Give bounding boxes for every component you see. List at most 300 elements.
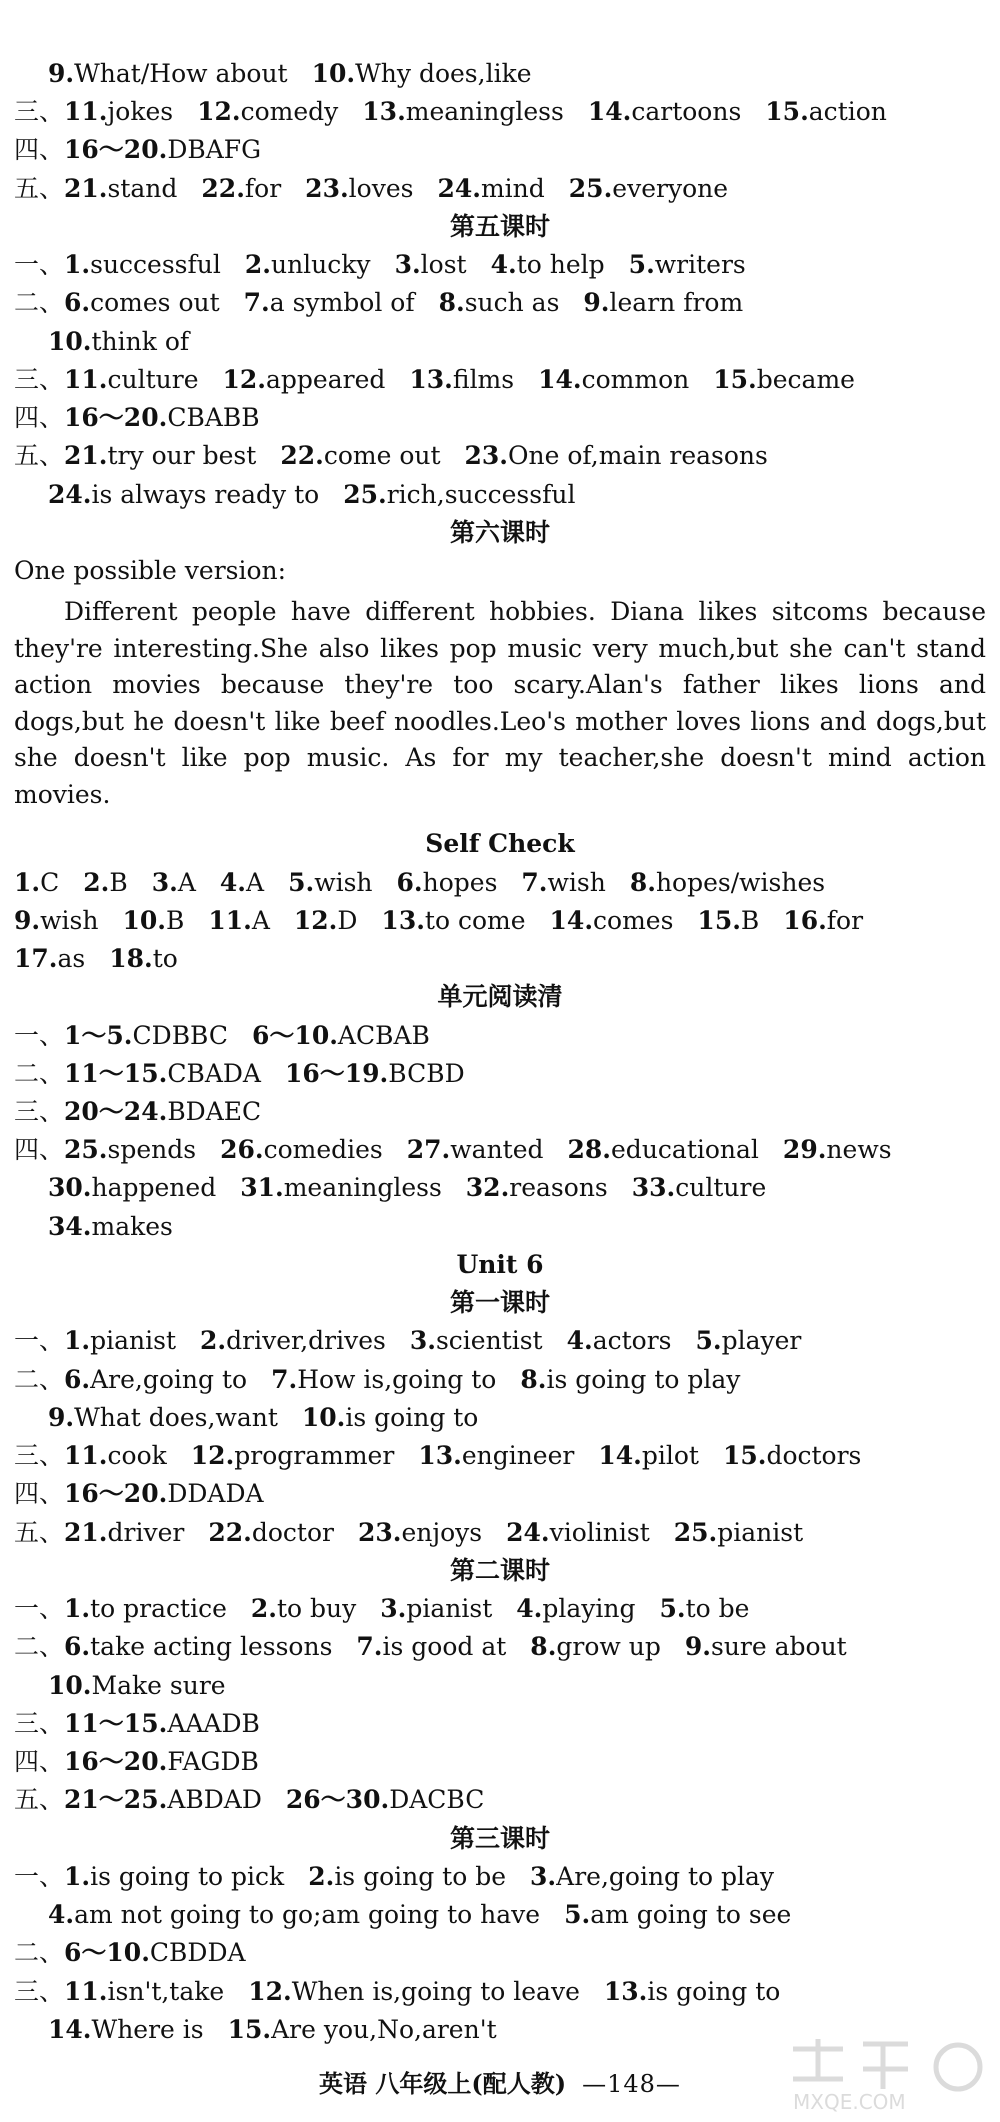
section-number: 五、 xyxy=(14,1785,65,1815)
answer-text: mind xyxy=(480,173,545,203)
question-number: 11. xyxy=(64,1976,108,2006)
answer-item xyxy=(516,1591,635,1627)
answer-text: ACBAB xyxy=(337,1020,430,1050)
question-number: 1. xyxy=(64,1861,91,1891)
lesson4-line xyxy=(48,56,986,92)
answer-item xyxy=(48,1897,540,1933)
answer-text: player xyxy=(721,1326,802,1356)
self-check-line xyxy=(14,941,986,977)
answer-item xyxy=(491,247,605,283)
question-number: 22. xyxy=(280,441,324,471)
question-number: 6. xyxy=(64,288,91,318)
question-number: 21. xyxy=(64,441,108,471)
question-number: 3. xyxy=(151,867,178,897)
lesson5-line xyxy=(48,477,986,513)
question-number: 22. xyxy=(208,1517,252,1547)
answer-text: is always ready to xyxy=(91,479,320,509)
answer-item xyxy=(48,2012,204,2048)
answer-item xyxy=(48,324,189,360)
answer-item xyxy=(240,1170,442,1206)
question-number: 4. xyxy=(219,867,247,897)
question-number: 8. xyxy=(520,1364,547,1394)
question-number: 6. xyxy=(396,867,423,897)
question-number: 15. xyxy=(722,1441,767,1471)
question-number: 2. xyxy=(244,250,271,280)
question-number: 9. xyxy=(48,59,75,88)
section-number: 四、 xyxy=(14,1135,65,1165)
question-number: 14. xyxy=(48,2014,92,2044)
question-number: 33. xyxy=(631,1173,676,1203)
answer-item xyxy=(64,171,177,207)
answer-text: BCBD xyxy=(388,1058,465,1088)
answer-text: driver xyxy=(107,1517,185,1547)
question-number: 14. xyxy=(549,905,594,935)
answer-text: violinist xyxy=(549,1517,650,1547)
question-number: 24. xyxy=(506,1517,550,1547)
answer-text: to come xyxy=(424,905,526,935)
section-number: 一、 xyxy=(14,1020,65,1050)
answer-item xyxy=(251,1591,356,1627)
answer-item xyxy=(64,94,173,130)
section-number: 二、 xyxy=(14,1938,65,1968)
question-number: 16～20. xyxy=(64,1479,168,1509)
question-number: 30. xyxy=(48,1173,92,1203)
answer-text: to practice xyxy=(90,1594,227,1624)
answer-text: programmer xyxy=(234,1441,395,1471)
question-number: 9. xyxy=(684,1632,711,1662)
section-number: 四、 xyxy=(14,1747,65,1777)
question-number: 7. xyxy=(243,288,270,318)
answer-item xyxy=(245,247,371,283)
answer-text: became xyxy=(756,364,855,394)
heading-unit6-lesson-1: 第一课时 xyxy=(449,1288,550,1318)
answer-text: films xyxy=(452,364,515,394)
section-number: 三、 xyxy=(14,97,65,127)
answer-text: Are,going to play xyxy=(556,1861,775,1891)
section-number: 三、 xyxy=(14,1097,65,1127)
answer-text: spends xyxy=(107,1135,197,1165)
section-number: 五、 xyxy=(14,441,65,471)
answer-text: enjoys xyxy=(401,1517,483,1547)
answer-item xyxy=(356,1629,506,1665)
question-number: 1. xyxy=(64,250,91,280)
section-number: 三、 xyxy=(14,1976,65,2006)
question-number: 13. xyxy=(418,1441,462,1471)
answer-item xyxy=(64,1476,264,1512)
question-number: 3. xyxy=(409,1326,436,1356)
answer-item xyxy=(530,1859,774,1895)
question-number: 21. xyxy=(64,173,108,203)
answer-item xyxy=(64,1974,224,2010)
answer-text: CBDDA xyxy=(149,1938,246,1968)
answer-item xyxy=(48,477,319,513)
self-check-line xyxy=(14,903,986,939)
question-number: 13. xyxy=(409,364,453,394)
question-number: 8. xyxy=(629,867,656,897)
self-check-line xyxy=(14,865,986,901)
unit6-lesson2-line xyxy=(14,1629,986,1665)
answer-item xyxy=(629,247,746,283)
question-number: 16. xyxy=(783,905,827,935)
answer-item xyxy=(64,438,256,474)
question-number: 29. xyxy=(782,1135,827,1165)
answer-text: isn't,take xyxy=(107,1976,225,2006)
answer-text: pianist xyxy=(717,1517,804,1547)
answer-item xyxy=(286,1782,485,1818)
answer-text: cook xyxy=(107,1441,167,1471)
question-number: 4. xyxy=(490,250,517,280)
answer-item xyxy=(14,865,59,901)
answer-text: DDADA xyxy=(167,1479,264,1509)
unit6-lesson3-line xyxy=(14,1859,986,1895)
heading-unit6-lesson-2: 第二课时 xyxy=(449,1555,550,1585)
answer-text: appeared xyxy=(266,364,386,394)
answer-text: playing xyxy=(542,1594,636,1624)
answer-item xyxy=(220,1132,383,1168)
question-number: 14. xyxy=(598,1441,642,1471)
question-number: 10. xyxy=(48,326,92,356)
answer-text: What does,want xyxy=(74,1402,278,1432)
lesson5-line xyxy=(14,438,986,474)
heading-unit6-lesson-3: 第三课时 xyxy=(449,1823,550,1853)
answer-item xyxy=(308,1859,506,1895)
question-number: 1. xyxy=(64,1326,91,1356)
answer-item xyxy=(520,1362,740,1398)
answer-text: scientist xyxy=(435,1326,543,1356)
unit6-lesson3-line xyxy=(48,1897,986,1933)
unit6-lesson2-line xyxy=(14,1744,986,1780)
question-number: 18. xyxy=(109,944,153,974)
answer-text: Make sure xyxy=(91,1670,226,1700)
answer-text: grow up xyxy=(556,1632,661,1662)
answer-text: meaningless xyxy=(283,1173,442,1203)
section-number: 一、 xyxy=(14,1861,65,1891)
section-number: 二、 xyxy=(14,1632,65,1662)
answer-item xyxy=(64,1018,228,1054)
answer-text: lost xyxy=(420,250,467,280)
section-number: 四、 xyxy=(14,135,65,165)
answer-item xyxy=(696,1323,802,1359)
unit6-lesson1-line xyxy=(14,1476,986,1512)
question-number: 13. xyxy=(362,97,406,127)
answer-item xyxy=(439,285,560,321)
answer-item xyxy=(48,56,288,92)
answer-item xyxy=(783,1132,892,1168)
answer-text: When is,going to leave xyxy=(291,1976,580,2006)
answer-text: reasons xyxy=(509,1173,608,1203)
answer-text: take acting lessons xyxy=(90,1632,333,1662)
answer-text: culture xyxy=(107,364,199,394)
answer-text: CBABB xyxy=(167,403,260,433)
question-number: 3. xyxy=(394,250,421,280)
answer-item xyxy=(564,1897,791,1933)
answer-item xyxy=(64,1438,167,1474)
answer-item xyxy=(280,438,440,474)
heading-lesson-6: 第六课时 xyxy=(449,517,550,547)
unit6-lesson2-line xyxy=(48,1668,986,1704)
question-number: 2. xyxy=(83,867,110,897)
answer-text: makes xyxy=(91,1211,173,1241)
question-number: 11～15. xyxy=(64,1708,168,1738)
section-number: 四、 xyxy=(14,1479,65,1509)
answer-text: A xyxy=(177,867,196,897)
answer-text: as xyxy=(57,944,86,974)
question-number: 3. xyxy=(530,1861,557,1891)
question-number: 10. xyxy=(301,1402,346,1432)
answer-text: DACBC xyxy=(389,1785,485,1815)
unit6-lesson3-line xyxy=(14,1974,986,2010)
answer-item xyxy=(567,1323,672,1359)
question-number: 9. xyxy=(583,288,610,318)
question-number: 23. xyxy=(305,173,349,203)
answer-text: to be xyxy=(685,1594,750,1624)
question-number: 25. xyxy=(343,479,387,509)
answer-item xyxy=(64,1782,262,1818)
lesson5-line xyxy=(14,247,986,283)
answer-text: C xyxy=(40,867,60,897)
answer-text: is good at xyxy=(382,1632,507,1662)
answer-item xyxy=(64,1629,332,1665)
answer-text: Where is xyxy=(91,2014,204,2044)
answer-item xyxy=(409,362,514,398)
answer-item xyxy=(397,865,498,901)
answer-item xyxy=(223,362,386,398)
question-number: 13. xyxy=(603,1976,648,2006)
answer-text: hopes xyxy=(422,867,498,897)
question-number: 5. xyxy=(659,1594,686,1624)
question-number: 27. xyxy=(406,1135,451,1165)
question-number: 12. xyxy=(293,905,338,935)
answer-item xyxy=(83,865,127,901)
answer-item xyxy=(64,1094,261,1130)
answer-item xyxy=(410,1323,543,1359)
answer-text: DBAFG xyxy=(167,135,262,165)
question-number: 7. xyxy=(271,1364,298,1394)
answer-item xyxy=(312,56,532,92)
question-number: 2. xyxy=(308,1861,335,1891)
question-number: 24. xyxy=(437,173,481,203)
answer-item xyxy=(380,1591,492,1627)
answer-text: for xyxy=(826,905,864,935)
heading-lesson-5: 第五课时 xyxy=(449,211,550,241)
question-number: 21～25. xyxy=(64,1785,168,1815)
answer-text: One of,main reasons xyxy=(508,441,768,471)
question-number: 4. xyxy=(566,1326,593,1356)
answer-text: What/How about xyxy=(74,59,288,88)
answer-text: How is,going to xyxy=(297,1364,497,1394)
answer-item xyxy=(64,1706,260,1742)
answer-text: doctor xyxy=(251,1517,334,1547)
question-number: 16～20. xyxy=(64,1747,168,1777)
question-number: 10. xyxy=(48,1670,92,1700)
question-number: 28. xyxy=(567,1135,612,1165)
answer-item xyxy=(285,1056,465,1092)
answer-item xyxy=(343,477,575,513)
section-number: 一、 xyxy=(14,1594,65,1624)
answer-item xyxy=(407,1132,544,1168)
unit6-lesson2-line xyxy=(14,1782,986,1818)
answer-text: is going to be xyxy=(334,1861,507,1891)
reading-line xyxy=(14,1094,986,1130)
answer-text: wish xyxy=(547,867,606,897)
question-number: 7. xyxy=(521,867,548,897)
section-number: 二、 xyxy=(14,288,65,318)
answer-item xyxy=(550,903,674,939)
reading-line xyxy=(14,1018,986,1054)
question-number: 14. xyxy=(538,364,582,394)
unit6-lesson2-line xyxy=(14,1591,986,1627)
question-number: 20～24. xyxy=(64,1097,168,1127)
answer-text: try our best xyxy=(107,441,257,471)
answer-text: engineer xyxy=(461,1441,575,1471)
answer-text: culture xyxy=(675,1173,767,1203)
question-number: 1～5. xyxy=(64,1020,133,1050)
question-number: 6. xyxy=(64,1632,91,1662)
answer-text: learn from xyxy=(609,288,744,318)
answer-text: such as xyxy=(464,288,560,318)
section-number: 四、 xyxy=(14,403,65,433)
answer-item xyxy=(288,865,372,901)
answer-text: educational xyxy=(611,1135,759,1165)
answer-text: am going to see xyxy=(590,1900,792,1930)
section-number: 三、 xyxy=(14,1708,65,1738)
answer-text: wish xyxy=(40,905,99,935)
watermark-logo-icon xyxy=(773,2029,988,2114)
answer-text: Are,going to xyxy=(90,1364,248,1394)
question-number: 3. xyxy=(380,1594,407,1624)
answer-item xyxy=(765,94,887,130)
section-number: 一、 xyxy=(14,1326,65,1356)
answer-item xyxy=(521,865,605,901)
answer-item xyxy=(632,1170,767,1206)
lesson5-line xyxy=(14,400,986,436)
answer-text: D xyxy=(337,905,358,935)
heading-unit-reading: 单元阅读清 xyxy=(437,982,563,1012)
answer-text: to help xyxy=(516,250,605,280)
answer-text: is going to play xyxy=(546,1364,741,1394)
question-number: 8. xyxy=(530,1632,557,1662)
answer-text: Why does,like xyxy=(355,59,532,88)
question-number: 1. xyxy=(64,1594,91,1624)
answer-text: ABDAD xyxy=(167,1785,262,1815)
answer-item xyxy=(191,1438,395,1474)
question-number: 6～10. xyxy=(252,1020,338,1050)
answer-text: successful xyxy=(90,250,221,280)
heading-self-check: Self Check xyxy=(425,829,575,859)
heading-unit-6: Unit 6 xyxy=(456,1249,544,1279)
question-number: 8. xyxy=(438,288,465,318)
question-number: 4. xyxy=(516,1594,543,1624)
answer-item xyxy=(697,903,759,939)
question-number: 21. xyxy=(64,1517,108,1547)
question-number: 7. xyxy=(356,1632,383,1662)
section-number: 五、 xyxy=(14,173,65,203)
answer-text: A xyxy=(246,867,265,897)
answer-item xyxy=(64,1859,284,1895)
question-number: 6～10. xyxy=(64,1938,150,1968)
answer-item xyxy=(200,1323,386,1359)
answer-item xyxy=(660,1591,750,1627)
answer-text: for xyxy=(244,173,282,203)
answer-item xyxy=(64,1362,247,1398)
answer-item xyxy=(437,171,544,207)
answer-text: CBADA xyxy=(167,1058,261,1088)
answer-text: rich,successful xyxy=(386,479,576,509)
essay-intro: One possible version: xyxy=(14,556,287,586)
answer-item xyxy=(569,171,728,207)
question-number: 2. xyxy=(250,1594,277,1624)
answer-text: to buy xyxy=(276,1594,357,1624)
question-number: 15. xyxy=(713,364,757,394)
answer-item xyxy=(466,1170,608,1206)
answer-item xyxy=(604,1974,780,2010)
answer-item xyxy=(48,1400,278,1436)
answer-text: cartoons xyxy=(631,97,742,127)
reading-line xyxy=(14,1132,986,1168)
answer-item xyxy=(64,1056,261,1092)
answer-item xyxy=(381,903,525,939)
answer-item xyxy=(723,1438,861,1474)
answer-item xyxy=(583,285,743,321)
answer-item xyxy=(48,1209,173,1245)
question-number: 12. xyxy=(190,1441,235,1471)
answer-item xyxy=(48,1170,216,1206)
answer-text: actors xyxy=(592,1326,672,1356)
answer-text: a symbol of xyxy=(269,288,415,318)
answer-item xyxy=(538,362,689,398)
answer-text: think of xyxy=(91,326,190,356)
question-number: 15. xyxy=(765,97,809,127)
unit6-lesson1-line xyxy=(14,1438,986,1474)
answer-text: come out xyxy=(323,441,441,471)
question-number: 26. xyxy=(220,1135,264,1165)
answer-text: comedy xyxy=(240,97,339,127)
question-number: 26～30. xyxy=(285,1785,390,1815)
answer-text: B xyxy=(109,867,128,897)
question-number: 34. xyxy=(48,1211,92,1241)
lesson4-line xyxy=(14,171,986,207)
answer-text: Are you,No,aren't xyxy=(271,2014,497,2044)
answer-item xyxy=(201,171,281,207)
question-number: 10. xyxy=(122,905,166,935)
answer-item xyxy=(530,1629,661,1665)
question-number: 16～20. xyxy=(64,403,168,433)
lesson5-line xyxy=(14,362,986,398)
answer-item xyxy=(713,362,855,398)
question-number: 17. xyxy=(14,944,58,974)
answer-item xyxy=(465,438,768,474)
question-number: 13. xyxy=(381,905,425,935)
question-number: 12. xyxy=(248,1976,292,2006)
answer-item xyxy=(358,1515,482,1551)
answer-text: wish xyxy=(314,867,373,897)
answer-text: hopes/wishes xyxy=(655,867,826,897)
section-number: 二、 xyxy=(14,1058,65,1088)
question-number: 25. xyxy=(673,1517,718,1547)
answer-text: pilot xyxy=(641,1441,699,1471)
answer-text: news xyxy=(826,1135,892,1165)
answer-item xyxy=(271,1362,496,1398)
answer-item xyxy=(64,1744,259,1780)
answer-item xyxy=(14,903,98,939)
question-number: 2. xyxy=(200,1326,227,1356)
section-number: 一、 xyxy=(14,250,65,280)
answer-item xyxy=(64,1132,196,1168)
essay-paragraph: Different people have different hobbies. Diana likes sitcoms because they're interesting.She also likes pop music very much,but she can't stand action movies because they're too scary.Alan's father likes lions and dogs,but he doesn't like beef noodles.Leo's mother loves lions and dogs,but she doesn't like pop music. As for my teacher,she doesn't mind action movies. xyxy=(14,597,986,809)
answer-item xyxy=(208,1515,334,1551)
answer-text: loves xyxy=(348,173,414,203)
answer-item xyxy=(14,941,85,977)
